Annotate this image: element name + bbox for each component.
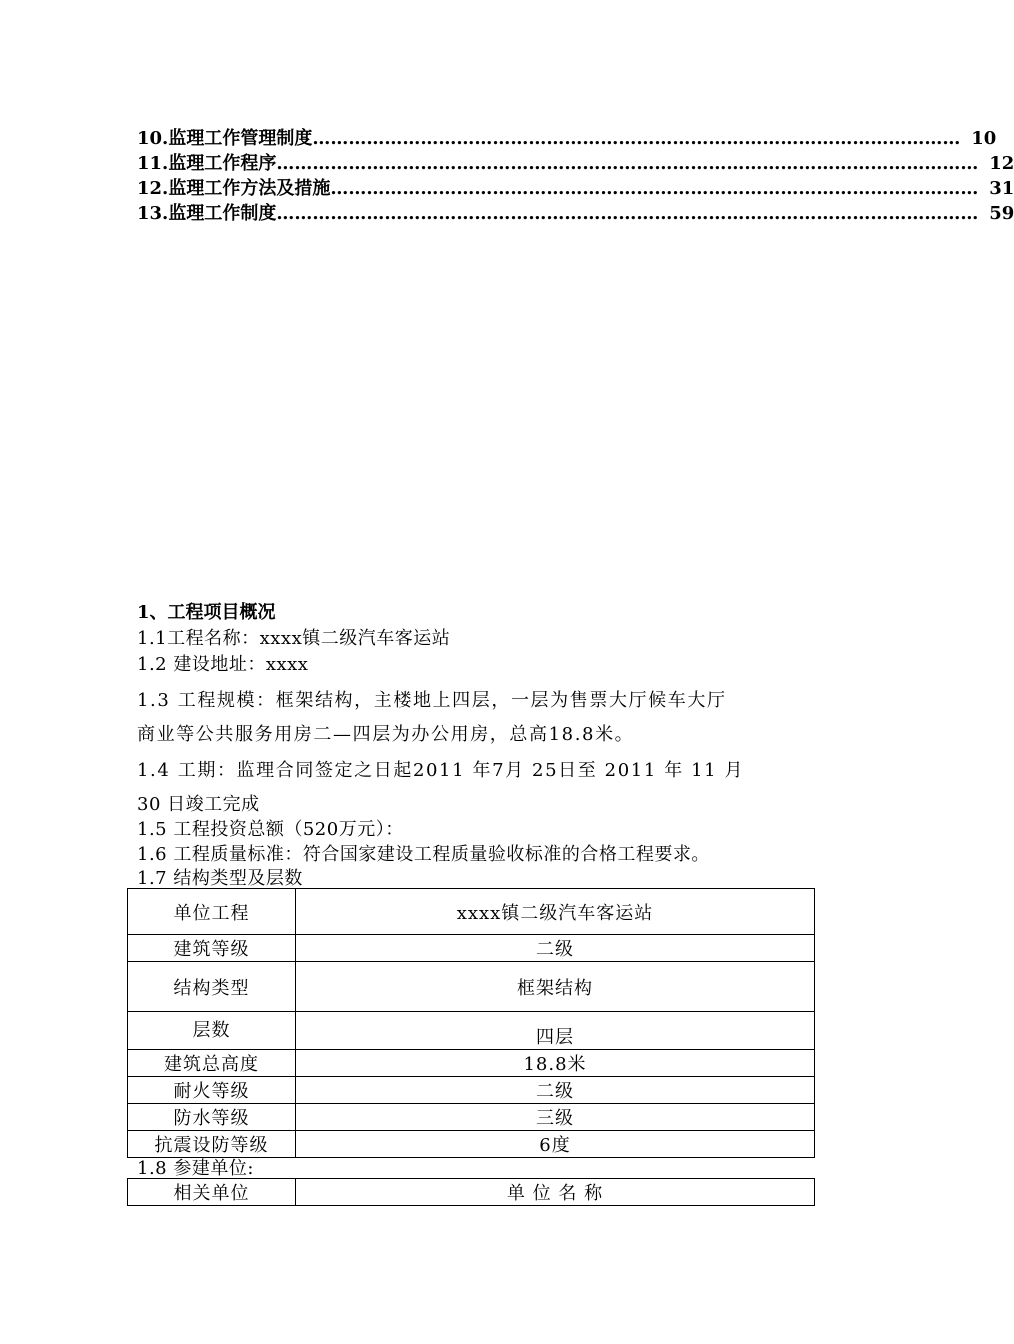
table-cell-label: 层数 (128, 1012, 296, 1050)
toc-leader-dots: ……………………………………………………………………………………………………… (276, 203, 979, 224)
table-cell-value: 二级 (296, 1077, 815, 1104)
toc-entry-title: 13.监理工作制度 (137, 203, 277, 224)
toc-entry[interactable] (137, 199, 1014, 224)
table-cell-value: 四层 (296, 1012, 815, 1050)
structure-type-heading: 1.7 结构类型及层数 (137, 868, 303, 889)
quality-standard-line: 1.6 工程质量标准：符合国家建设工程质量验收标准的合格工程要求。 (137, 844, 710, 865)
toc-entry[interactable] (137, 124, 997, 149)
table-cell-value: 18.8米 (296, 1050, 815, 1077)
table-cell-value: xxxx镇二级汽车客运站 (296, 889, 815, 935)
participants-heading: 1.8 参建单位: (137, 1158, 254, 1179)
toc-entry[interactable] (137, 174, 1014, 199)
table-row (128, 1012, 815, 1050)
toc-page-number: 31 (989, 178, 1014, 199)
table-header-value: 单 位 名 称 (296, 1179, 815, 1206)
table-cell-label: 结构类型 (128, 962, 296, 1012)
toc-leader-dots: ……………………………………………………………………………………………… (330, 178, 979, 199)
table-header-label: 相关单位 (128, 1179, 296, 1206)
structure-table (127, 888, 815, 1158)
table-of-contents (137, 124, 1014, 224)
table-row (128, 1077, 815, 1104)
toc-page-number: 59 (989, 203, 1014, 224)
toc-page-number: 12 (989, 153, 1014, 174)
table-cell-label: 建筑等级 (128, 935, 296, 962)
toc-entry-title: 12.监理工作方法及措施 (137, 178, 331, 199)
participants-table (127, 1178, 815, 1206)
table-cell-label: 耐火等级 (128, 1077, 296, 1104)
table-row (128, 935, 815, 962)
section-heading: 1、工程项目概况 (137, 602, 276, 623)
toc-entry-title: 10.监理工作管理制度 (137, 128, 313, 149)
table-cell-label: 抗震设防等级 (128, 1131, 296, 1158)
project-address-line: 1.2 建设地址：xxxx (137, 654, 309, 675)
table-row (128, 1050, 815, 1077)
table-cell-label: 防水等级 (128, 1104, 296, 1131)
investment-line: 1.5 工程投资总额（520万元）： (137, 819, 404, 840)
table-cell-value: 二级 (296, 935, 815, 962)
project-duration-continued-line: 30 日竣工完成 (137, 794, 260, 815)
project-scale-continued-line: 商业等公共服务用房二—四层为办公用房，总高18.8米。 (137, 724, 635, 745)
table-cell-label: 单位工程 (128, 889, 296, 935)
table-cell-label: 建筑总高度 (128, 1050, 296, 1077)
project-duration-line: 1.4 工期：监理合同签定之日起2011 年7月 25日至 2011 年 11 月 (137, 760, 745, 781)
table-header-row (128, 1179, 815, 1206)
table-cell-value: 框架结构 (296, 962, 815, 1012)
toc-entry[interactable] (137, 149, 1014, 174)
table-row (128, 962, 815, 1012)
project-scale-line: 1.3 工程规模：框架结构，主楼地上四层，一层为售票大厅候车大厅 (137, 690, 727, 711)
table-row (128, 889, 815, 935)
toc-leader-dots: ……………………………………………………………………………………………………… (276, 153, 979, 174)
table-cell-value: 6度 (296, 1131, 815, 1158)
toc-page-number: 10 (971, 128, 997, 149)
table-cell-value: 三级 (296, 1104, 815, 1131)
toc-leader-dots: ……………………………………………………………………………………………… (312, 128, 961, 149)
project-name-line: 1.1工程名称：xxxx镇二级汽车客运站 (137, 628, 451, 649)
toc-entry-title: 11.监理工作程序 (137, 153, 277, 174)
table-row (128, 1104, 815, 1131)
